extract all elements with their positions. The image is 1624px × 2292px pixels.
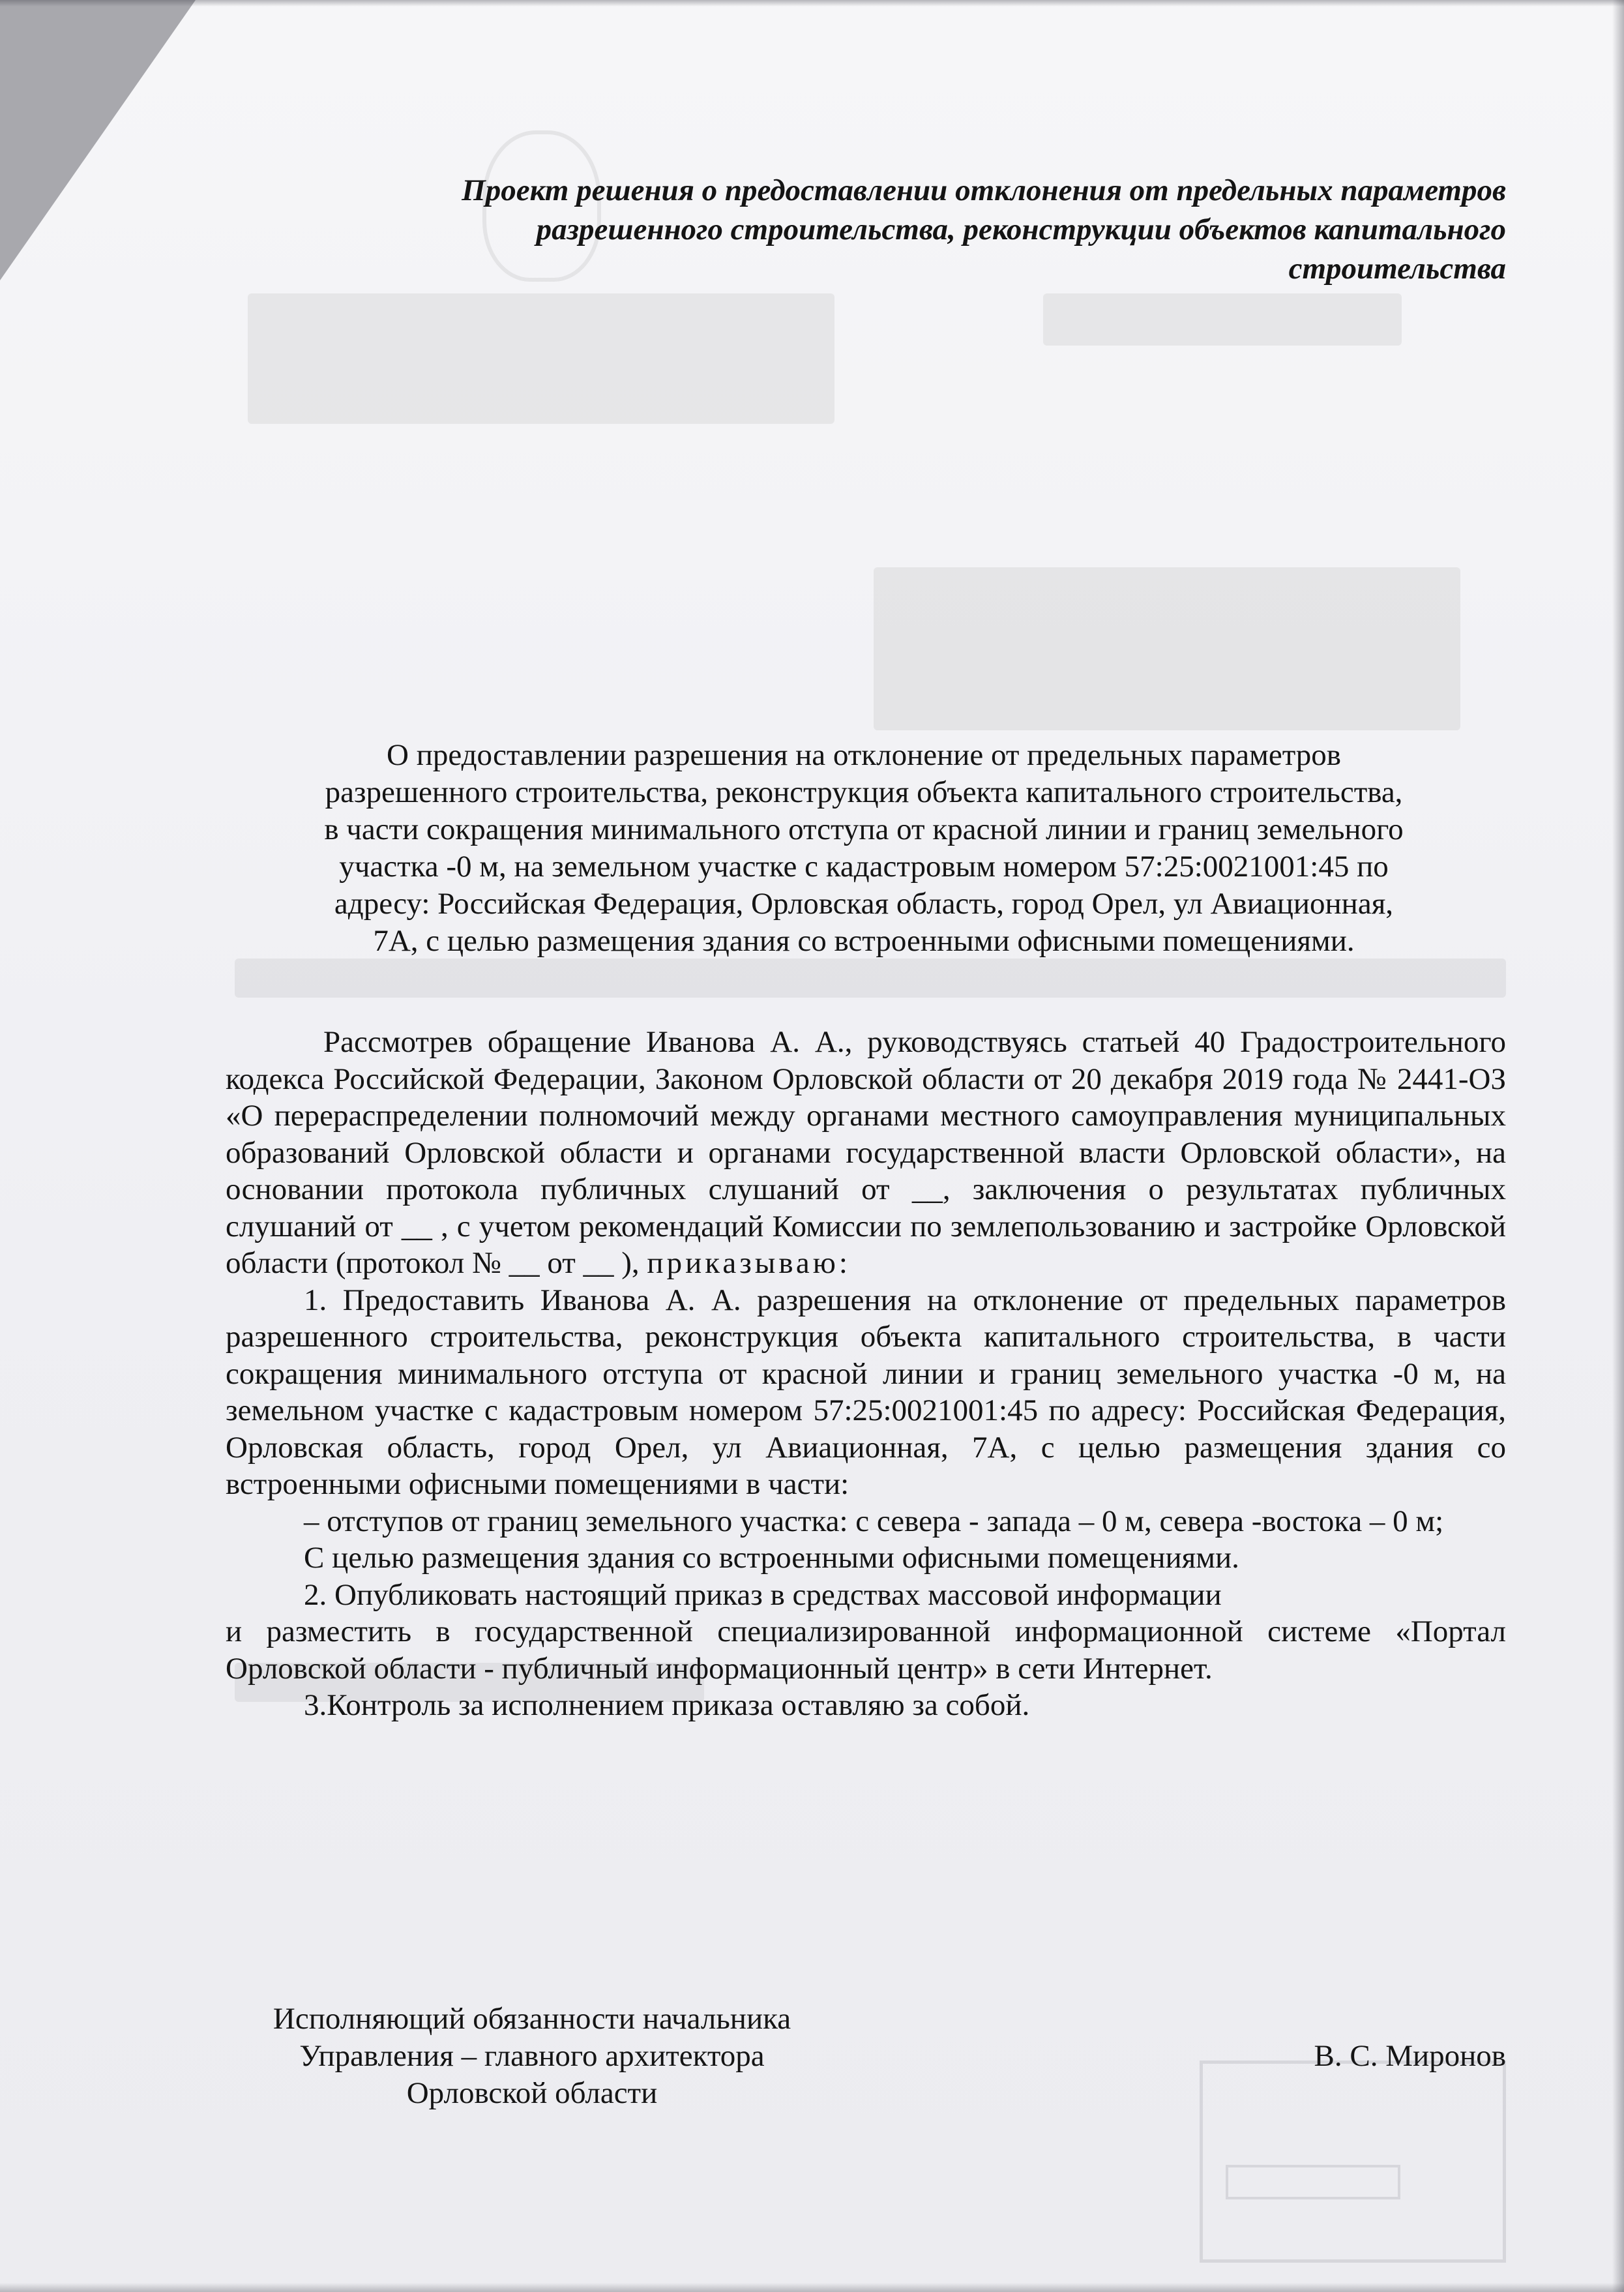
item-2-first-line: 2. Опубликовать настоящий приказ в средствах массовой информации bbox=[304, 1577, 1222, 1612]
bleed-through-block bbox=[1043, 293, 1402, 346]
preamble-paragraph bbox=[226, 1024, 1506, 1282]
subject-line: 7А, с целью размещения здания со встроенными офисными помещениями. bbox=[373, 924, 1355, 958]
bleed-through-block bbox=[248, 293, 834, 424]
signatory-position bbox=[226, 2001, 838, 2112]
registration-stamp-inner-box bbox=[1226, 2165, 1400, 2199]
scan-edge-right bbox=[1612, 0, 1624, 2292]
signatory-position-line: Исполняющий обязанности начальника bbox=[273, 2002, 791, 2036]
registration-stamp-outline bbox=[1200, 2061, 1506, 2263]
project-title-line: строительства bbox=[1288, 252, 1506, 286]
subject-line: адресу: Российская Федерация, Орловская область, город Орел, ул Авиационная, bbox=[334, 887, 1394, 921]
preamble-text: Рассмотрев обращение Иванова А. А., руководствуясь статьей 40 Градостроительного кодекса Российской Федерации, Законом Орловской области от 20 декабря 2019 года № 2441-ОЗ «О перераспределении полномочий между органами местного самоуправления муниципальных образований Орловской области и органами государственной власти Орловской области», на основании протокола публичных слушаний от __, заключения о результатах публичных слушаний от __ , с учетом рекомендаций Комиссии по землепользованию и застройке Орловской области (протокол № __ от __ ), bbox=[226, 1025, 1506, 1280]
order-subject bbox=[222, 737, 1506, 960]
order-word: приказываю: bbox=[647, 1246, 851, 1280]
bleed-through-block bbox=[235, 959, 1506, 998]
item-2-paragraph: и разместить в государственной специализированной информационной системе «Портал Орловской области - публичный информационный центр» в сети Интернет. bbox=[226, 1615, 1506, 1686]
project-title bbox=[261, 171, 1506, 288]
item-1-purpose-paragraph: С целью размещения здания со встроенными офисными помещениями. bbox=[304, 1541, 1239, 1575]
item-1-dash-paragraph: – отступов от границ земельного участка: с севера - запада – 0 м, севера -востока – 0 м; bbox=[304, 1504, 1444, 1538]
subject-line: в части сокращения минимального отступа от красной линии и границ земельного bbox=[324, 812, 1404, 846]
item-1-paragraph: 1. Предоставить Иванова А. А. разрешения на отклонение от предельных параметров разрешенного строительства, реконструкция объекта капитального строительства, в части сокращения минимального отступа от красной линии и границ земельного участка -0 м, на земельном участке с кадастровым номером 57:25:0021001:45 по адресу: Российская Федерация, Орловская область, город Орел, ул Авиационная, 7А, с целью размещения здания со встроенными офисными помещениями в части: bbox=[226, 1283, 1506, 1501]
signatory-name: В. С. Миронов bbox=[1314, 2039, 1506, 2073]
signatory-position-line: Управления – главного архитектора bbox=[299, 2039, 765, 2073]
subject-line: разрешенного строительства, реконструкция объекта капитального строительства, bbox=[325, 775, 1403, 809]
project-title-line: Проект решения о предоставлении отклонения от предельных параметров bbox=[462, 173, 1506, 207]
subject-line: О предоставлении разрешения на отклонение от предельных параметров bbox=[387, 738, 1341, 772]
project-title-line: разрешенного строительства, реконструкции объектов капитального bbox=[536, 213, 1506, 246]
signatory-position-line: Орловской области bbox=[406, 2076, 658, 2110]
order-body bbox=[226, 1024, 1506, 1724]
scan-edge-bottom bbox=[0, 2283, 1624, 2292]
scan-corner-shadow bbox=[0, 0, 196, 280]
subject-line: участка -0 м, на земельном участке с кадастровым номером 57:25:0021001:45 по bbox=[339, 850, 1389, 884]
scan-edge-top bbox=[0, 0, 1624, 7]
bleed-through-block bbox=[874, 567, 1460, 730]
item-3-paragraph: 3.Контроль за исполнением приказа оставляю за собой. bbox=[304, 1688, 1030, 1722]
